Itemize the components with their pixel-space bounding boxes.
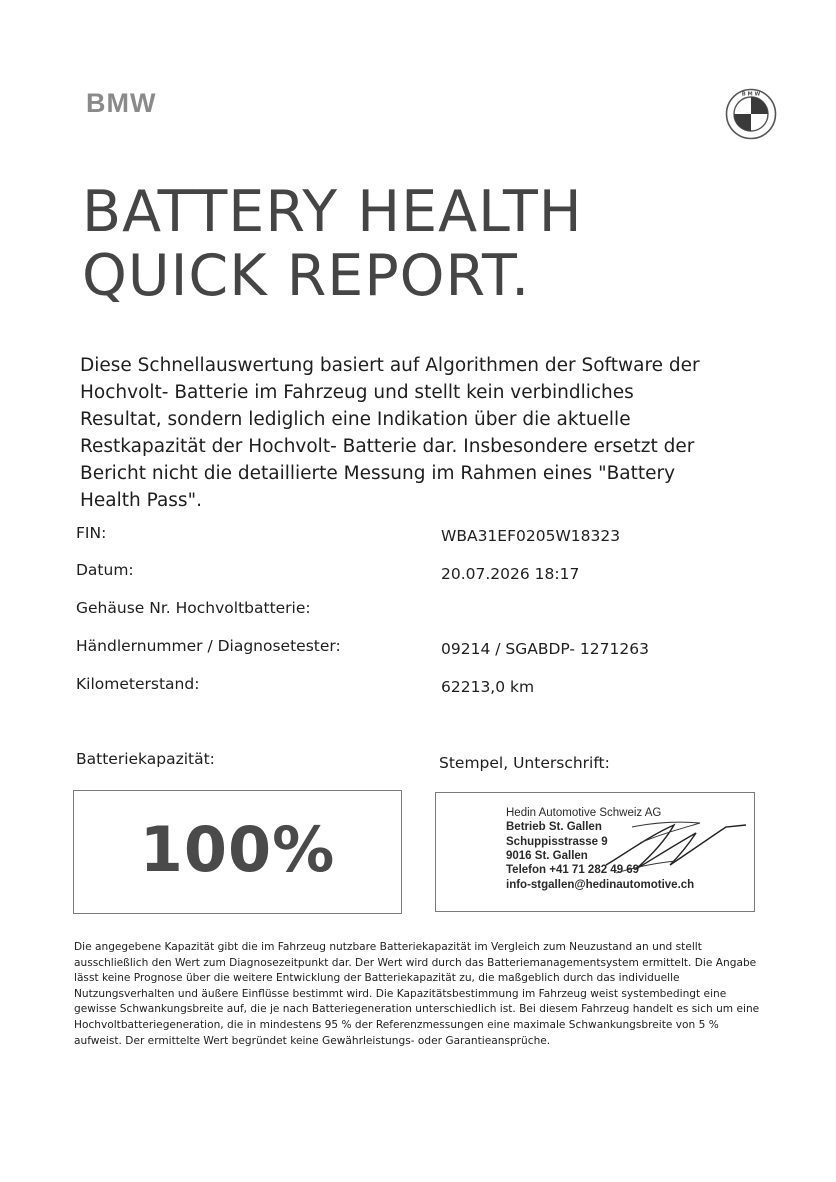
title-line-1: BATTERY HEALTH <box>82 179 583 245</box>
capacity-box <box>73 790 402 914</box>
stamp-branch: Betrieb St. Gallen <box>506 821 602 833</box>
field-label-gehaeuse: Gehäuse Nr. Hochvoltbatterie: <box>76 599 311 617</box>
stamp-label: Stempel, Unterschrift: <box>439 754 610 772</box>
capacity-label: Batteriekapazität: <box>76 750 215 768</box>
svg-text:B M W: B M W <box>741 91 761 98</box>
field-label-kilometer: Kilometerstand: <box>76 675 200 693</box>
field-label-haendler: Händlernummer / Diagnosetester: <box>76 637 341 655</box>
stamp-city: 9016 St. Gallen <box>506 850 588 862</box>
stamp-company: Hedin Automotive Schweiz AG <box>506 807 662 819</box>
stamp-phone: Telefon +41 71 282 49 69 <box>506 864 640 876</box>
handwritten-signature <box>596 813 756 883</box>
field-label-fin: FIN: <box>76 524 107 542</box>
disclaimer-text: Die angegebene Kapazität gibt die im Fahrzeug nutzbare Batteriekapazität im Vergleich zum Neuzustand an und stellt ausschließlich den Wert zum Diagnosezeitpunkt dar. Der Wert wird durch das Batteriemanagementsystem ermittelt. Die Angabe lässt keine Prognose über die weitere Entwicklung der Batteriekapazität zu, die maßgeblich durch das individuelle Nutzungsverhalten und äußere Einflüsse bestimmt wird. Die Kapazitätsbestimmung im Fahrzeug weist systembedingt eine gewisse Schwankungsbreite auf, die je nach Batteriegeneration unterschiedlich ist. Bei diesem Fahrzeug handelt es sich um eine Hochvoltbatteriegeneration, die in mindestens 95 % der Referenzmessungen eine maximale Schwankungsbreite von 5 % aufweist. Der ermittelte Wert begründet keine Gewährleistungs- oder Garantieansprüche. <box>74 941 760 1047</box>
field-value-haendler: 09214 / SGABDP- 1271263 <box>441 640 649 658</box>
brand-wordmark: BMW <box>86 88 157 118</box>
stamp-box <box>435 792 755 912</box>
bmw-roundel-logo <box>725 88 777 140</box>
title-line-2: QUICK REPORT. <box>82 243 531 309</box>
field-value-fin: WBA31EF0205W18323 <box>441 527 621 545</box>
capacity-value: 100% <box>139 813 336 886</box>
field-label-datum: Datum: <box>76 561 134 579</box>
intro-paragraph: Diese Schnellauswertung basiert auf Algorithmen der Software der Hochvolt- Batterie im Fahrzeug und stellt kein verbindliches Resultat, sondern lediglich eine Indikation über die aktuelle Restkapazität der Hochvolt- Batterie dar. Insbesondere ersetzt der Bericht nicht die detaillierte Messung im Rahmen eines "Battery Health Pass". <box>80 355 700 511</box>
page-title <box>82 180 583 308</box>
field-value-datum: 20.07.2026 18:17 <box>441 565 580 583</box>
field-value-kilometer: 62213,0 km <box>441 678 535 696</box>
stamp-email: info-stgallen@hedinautomotive.ch <box>506 879 695 891</box>
stamp-street: Schuppisstrasse 9 <box>506 836 608 848</box>
